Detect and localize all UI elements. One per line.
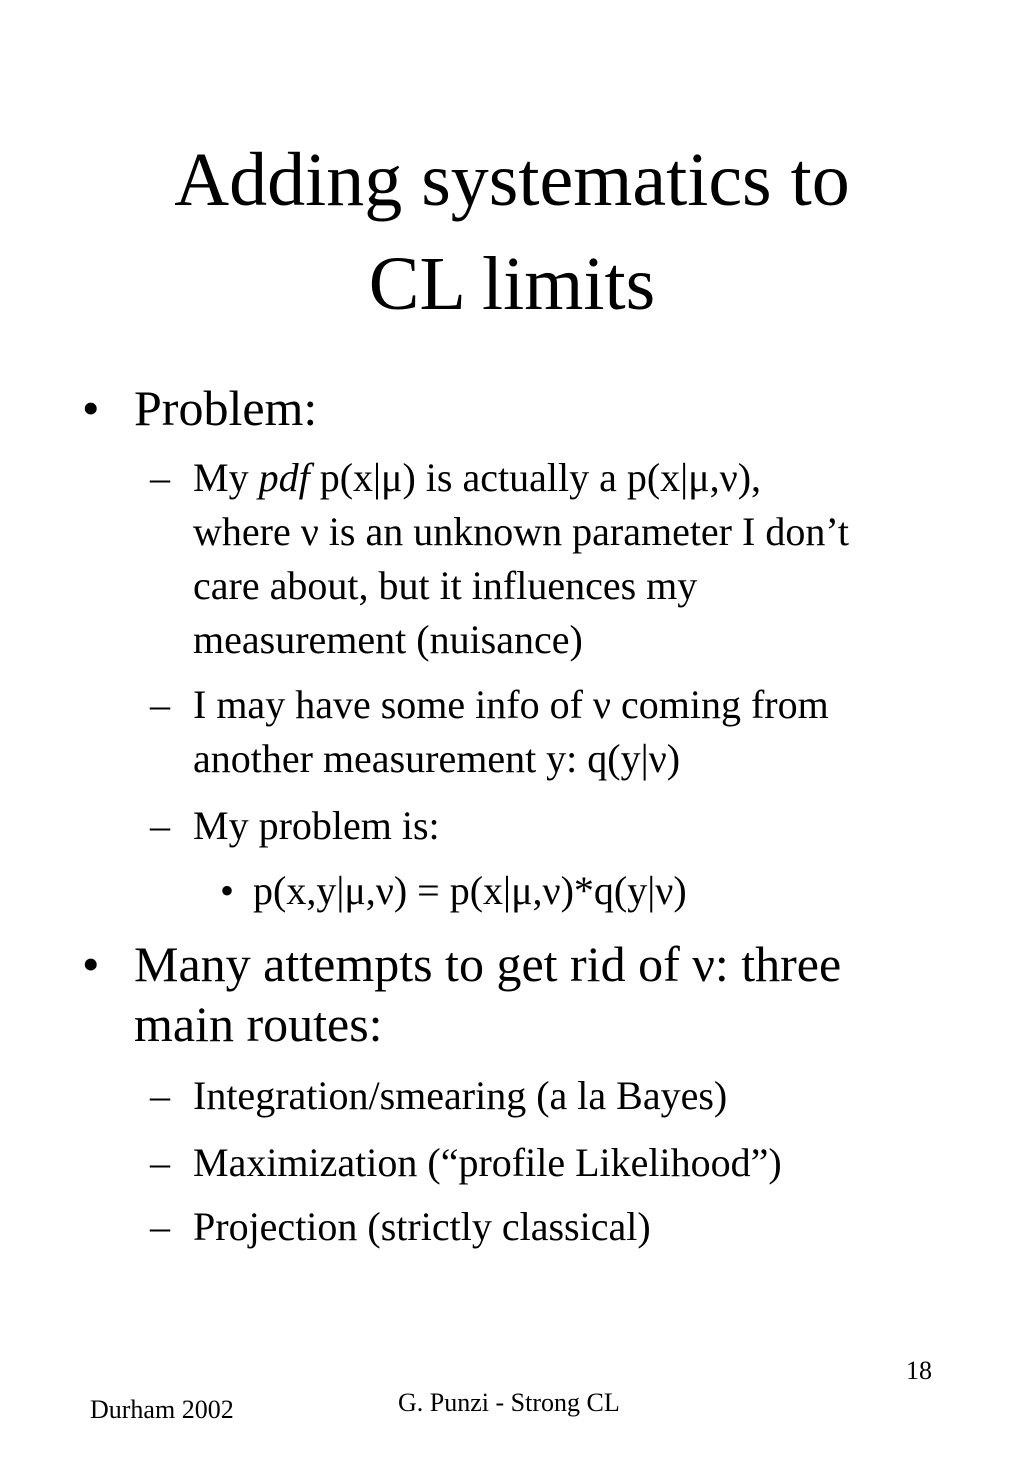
footer-center: G. Punzi - Strong CL: [398, 1388, 620, 1417]
dash-marker: –: [150, 682, 170, 727]
bullet-marker: •: [82, 380, 100, 436]
slide-title-line-2: CL limits: [368, 242, 656, 326]
page-number: 18: [906, 1356, 932, 1385]
subitem-info-line-2: another measurement y: q(y|ν): [193, 736, 681, 781]
slide-title: [0, 128, 1024, 336]
slide-title-line-1: Adding systematics to: [174, 138, 850, 222]
subitem-pdf-line-2: where ν is an unknown parameter I don’t: [193, 509, 850, 554]
route-integration-text: Integration/smearing (a la Bayes): [193, 1073, 728, 1118]
subitem-pdf-post: p(x|μ) is actually a p(x|μ,ν),: [309, 455, 762, 500]
bullet-marker: •: [82, 936, 100, 992]
route-maximization-text: Maximization (“profile Likelihood”): [193, 1140, 782, 1185]
subitem-pdf-line-4: measurement (nuisance): [193, 617, 583, 662]
subitem-pdf-pre: My: [193, 455, 259, 500]
dash-marker: –: [150, 455, 170, 500]
subitem-info-line-1: I may have some info of ν coming from: [193, 682, 829, 727]
route-projection-text: Projection (strictly classical): [193, 1204, 651, 1249]
subitem-my-problem-text: My problem is:: [193, 803, 440, 848]
dash-marker: –: [150, 1204, 170, 1249]
formula-text: p(x,y|μ,ν) = p(x|μ,ν)*q(y|ν): [253, 868, 687, 913]
dash-marker: –: [150, 1140, 170, 1185]
footer-left: Durham 2002: [90, 1395, 234, 1424]
subitem-pdf-line-3: care about, but it influences my: [193, 563, 698, 608]
bullet-attempts-line-1: Many attempts to get rid of ν: three: [134, 936, 842, 992]
pdf-italic: pdf: [258, 455, 310, 500]
bullet-attempts-line-2: main routes:: [134, 996, 383, 1052]
subitem-pdf-line-1: [193, 451, 973, 505]
dash-marker: –: [150, 1073, 170, 1118]
bullet-problem-label: Problem:: [134, 380, 318, 436]
dash-marker: –: [150, 803, 170, 848]
bullet-marker: •: [220, 868, 235, 913]
